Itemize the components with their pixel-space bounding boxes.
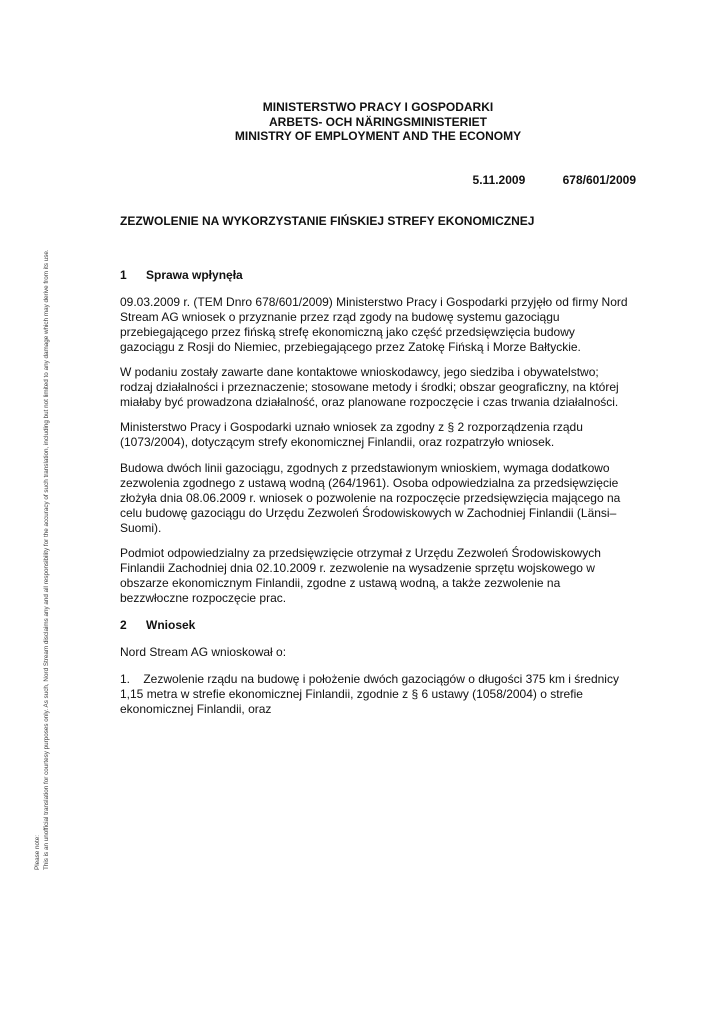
text-line: Budowa dwóch linii gazociągu, zgodnych z przedstawionym wnioskiem, wymaga dodatkowo <box>120 461 610 475</box>
section-1-heading <box>120 268 243 282</box>
text-line: 1. Zezwolenie rządu na budowę i położenie dwóch gazociągów o długości 375 km i średnicy <box>120 672 619 686</box>
section-2-paragraph-1 <box>120 645 640 660</box>
section-1-paragraph-5 <box>120 546 640 606</box>
ministry-header <box>120 100 636 144</box>
text-line: W podaniu zostały zawarte dane kontaktowe wnioskodawcy, jego siedziba i obywatelstwo; <box>120 365 599 379</box>
text-line: rodzaj działalności i przeznaczenie; stosowane metody i środki; obszar geograficzny, na której <box>120 380 619 394</box>
document-date: 5.11.2009 <box>472 173 526 187</box>
text-line: złożyła dnia 08.06.2009 r. wniosek o pozwolenie na rozpoczęcie przedsięwzięcia mającego na <box>120 491 621 505</box>
section-1-number: 1 <box>120 268 127 282</box>
text-line: Ministerstwo Pracy i Gospodarki uznało wniosek za zgodny z § 2 rozporządzenia rządu <box>120 420 583 434</box>
text-line: Stream AG wniosek o przyznanie przez rząd zgody na budowę systemu gazociągu <box>120 310 560 324</box>
text-line: zezwolenia zgodnego z ustawą wodną (264/1961). Osoba odpowiedzialna za przedsięwzięcie <box>120 476 619 490</box>
section-1-title: Sprawa wpłynęła <box>146 268 243 282</box>
ministry-name-swedish: ARBETS- OCH NÄRINGSMINISTERIET <box>268 114 487 129</box>
section-1-paragraph-4 <box>120 461 640 536</box>
section-1-paragraph-1 <box>120 295 640 355</box>
text-line: celu budowę gazociągu do Urzędu Zezwoleń Środowiskowych w Zachodniej Finlandii (Länsi– <box>120 506 617 520</box>
document-number: 678/601/2009 <box>562 173 636 187</box>
document-reference <box>473 173 636 187</box>
section-2-heading <box>120 618 195 632</box>
translation-disclaimer <box>33 150 51 870</box>
text-line: (1073/2004), dotyczącym strefy ekonomicznej Finlandii, oraz rozpatrzyło wniosek. <box>120 435 555 449</box>
section-1-paragraph-3 <box>120 420 640 450</box>
disclaimer-text: This is an unofficial translation for courtesy purposes only. As such, Nord Stream disclaims any and all responsibility for the accuracy of such translation, including but not limited to any damage which may derive from its use. <box>43 249 50 870</box>
text-line: przebiegającego przez fińską strefę ekonomiczną jako część przedsięwzięcia budowy <box>120 325 575 339</box>
section-2-paragraph-2 <box>120 672 640 717</box>
text-line: bezzwłoczne rozpoczęcie prac. <box>120 591 287 605</box>
section-1-paragraph-2 <box>120 365 640 410</box>
disclaimer-label: Please note: <box>34 834 41 870</box>
ministry-name-english: MINISTRY OF EMPLOYMENT AND THE ECONOMY <box>234 129 522 143</box>
text-line: ekonomicznej Finlandii, oraz <box>120 702 272 716</box>
text-line: Finlandii Zachodniej dnia 02.10.2009 r. zezwolenie na wysadzenie sprzętu wojskowego w <box>120 561 595 575</box>
text-line: miałaby być prowadzona działalność, oraz planowane rozpoczęcie i czas trwania działalności. <box>120 395 619 409</box>
ministry-name-polish: MINISTERSTWO PRACY I GOSPODARKI <box>262 100 494 114</box>
text-line: obszarze ekonomicznym Finlandii, zgodne z ustawą wodną, a także zezwolenie na <box>120 576 561 590</box>
text-line: gazociągu z Rosji do Niemiec, przebiegającego przez Zatokę Fińską i Morze Bałtyckie. <box>120 340 581 354</box>
section-2-title: Wniosek <box>146 618 196 632</box>
section-2-number: 2 <box>120 618 127 632</box>
document-title: ZEZWOLENIE NA WYKORZYSTANIE FIŃSKIEJ STREFY EKONOMICZNEJ <box>120 214 535 228</box>
text-line: 09.03.2009 r. (TEM Dnro 678/601/2009) Ministerstwo Pracy i Gospodarki przyjęło od firmy Nord <box>120 295 628 309</box>
text-line: Suomi). <box>120 521 162 535</box>
text-line: 1,15 metra w strefie ekonomicznej Finlandii, zgodnie z § 6 ustawy (1058/2004) o strefie <box>120 687 583 701</box>
text-line: Nord Stream AG wnioskował o: <box>120 645 287 659</box>
text-line: Podmiot odpowiedzialny za przedsięwzięcie otrzymał z Urzędu Zezwoleń Środowiskowych <box>120 546 601 560</box>
